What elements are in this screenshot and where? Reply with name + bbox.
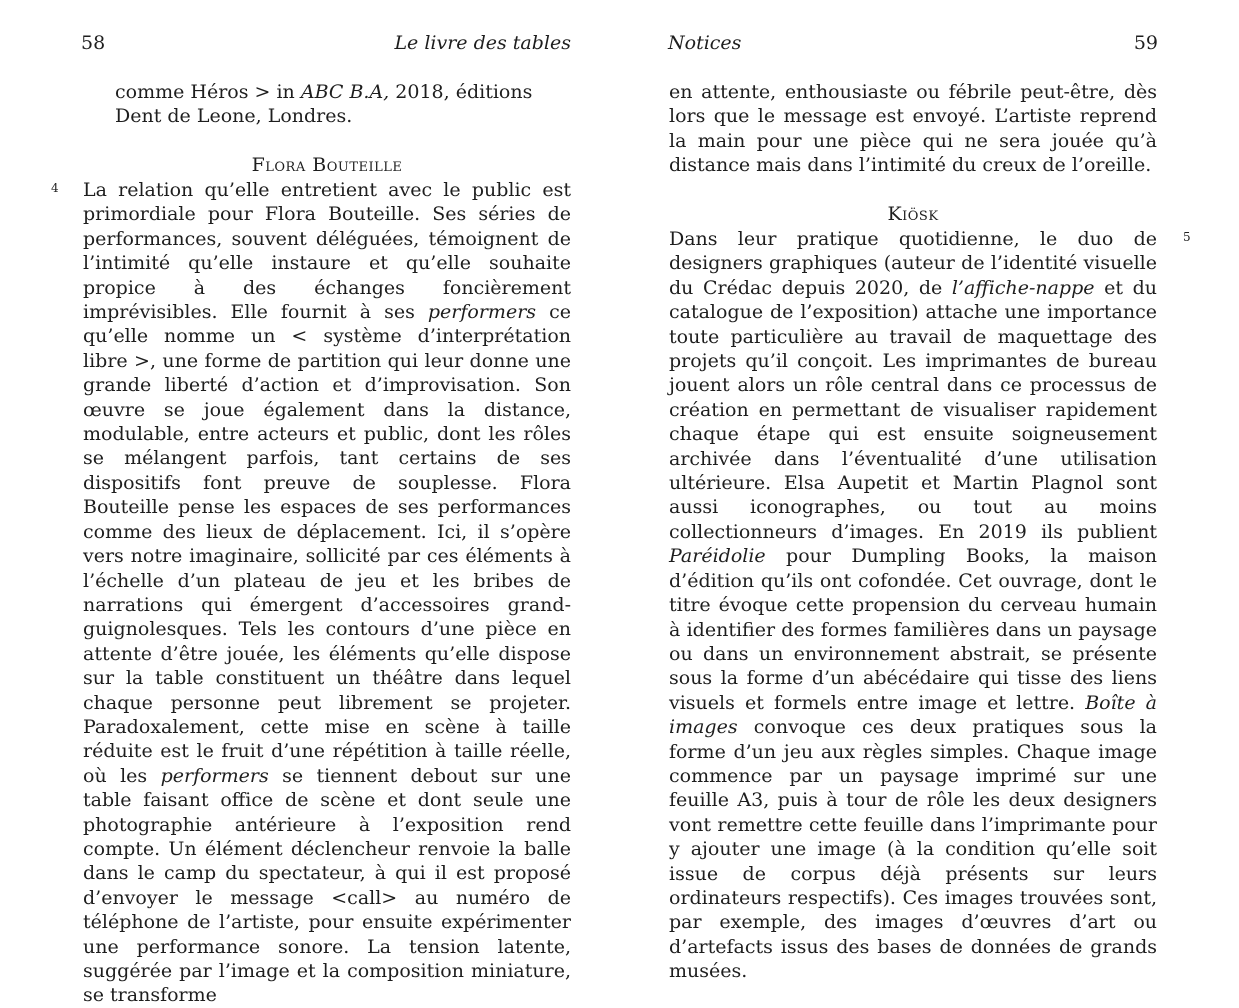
running-head: Le livre des tables	[394, 32, 571, 54]
text-run-italic: l’affiche-nappe	[951, 276, 1095, 299]
left-page	[0, 0, 620, 1007]
text-run: La relation qu’elle entretient avec le public est primordiale pour Flora Bouteille. Ses séries de performances, souvent déléguées, témoignent de l’intimité qu’elle instaure et qu’elle souhaite propice à des échanges foncièrement imprévisibles. Elle fournit à ses	[83, 179, 571, 324]
body-paragraph	[669, 227, 1157, 984]
note-number: 5	[1183, 230, 1191, 244]
text-run: Dans leur pratique quotidienne, le duo de designers graphiques (auteur de l’identité visuelle du Crédac depuis 2020, de	[669, 228, 1157, 299]
text-run: se tiennent debout sur une table faisant office de scène et dont seule une photographie antérieure à l’exposition rend compte. Un élément déclencheur renvoie la balle dans le camp du spectateur, à qui il est proposé d’envoyer le message <call> au numéro de téléphone de l’artiste, pour ensuite expérimenter une performance sonore. La tension latente, suggérée par l’image et la composition miniature, se transforme	[83, 764, 571, 1007]
running-head: Notices	[668, 32, 742, 54]
text-run-italic: Boîte à images	[669, 691, 1157, 739]
text-run: pour Dumpling Books, la maison d’édition qu’ils ont cofondée. Cet ouvrage, dont le titre évoque cette propension du cerveau humain à identifier des formes familières dans un paysage ou dans un environnement abstrait, se présente sous la forme d’un abécédaire qui tisse des liens visuels et formels entre image et lettre.	[669, 545, 1157, 714]
text-run: convoque ces deux pratiques sous la forme d’un jeu aux règles simples. Chaque image commence par un paysage imprimé sur une feuille A3, puis à tour de rôle les deux designers vont remettre cette feuille dans l’imprimante pour y ajouter une image (à la condition qu’elle soit issue de corpus déjà présents sur leurs ordinateurs respectifs). Ces images trouvées sont, par exemple, des images d’œuvres d’art ou d’artefacts issus des bases de données de grands musées.	[669, 716, 1157, 983]
text-run: ce qu’elle nomme un < système d’interprétation libre >, une forme de partition qui leur donne une grande liberté d’action et d’improvisation. Son œuvre se joue également dans la distance, modulable, entre acteurs et public, dont les rôles se mélangent parfois, tant certains de ses dispositifs font preuve de souplesse. Flora Bouteille pense les espaces de ses performances comme des lieux de déplacement. Ici, il s’opère vers notre imaginaire, sollicité par ces éléments à l’échelle d’un plateau de jeu et les bribes de narrations qui émergent d’accessoires grand-guignolesques. Tels les contours d’une pièce en attente d’être jouée, les éléments qu’elle dispose sur la table constituent un théâtre dans lequel chaque personne peut librement se projeter. Paradoxalement, cette mise en scène à taille réduite est le fruit d’une répétition à taille réelle, où les	[83, 301, 571, 787]
continuation-paragraph	[669, 80, 1157, 178]
text-run-italic: performers	[160, 764, 269, 787]
text-run-italic: Paréidolie	[669, 545, 766, 568]
text-run-italic: performers	[427, 301, 537, 324]
text-run: en attente, enthousiaste ou fébrile peut-être, dès lors que le message est envoyé. L’artiste reprend la main pour une pièce qui ne sera jouée qu’à distance mais dans l’intimité du creux de l’oreille.	[669, 81, 1157, 177]
section-title: Flora Bouteille	[251, 154, 403, 176]
text-run: et du catalogue de l’exposition) attache une importance toute particulière au travail de maquettage des projets qu’il conçoit. Les imprimantes de bureau jouent alors un rôle central dans ce processus de création en permettant de visualiser rapidement chaque étape qui est ensuite soigneusement archivée dans l’éventualité d’une utilisation ultérieure. Elsa Aupetit et Martin Plagnol sont aussi iconographes, ou tout au moins collectionneurs d’images. En 2019 ils publient	[669, 276, 1157, 543]
note-number: 4	[51, 181, 59, 195]
continuation-paragraph	[83, 80, 571, 129]
text-run: 2018, éditions Dent de Leone, Londres.	[115, 81, 533, 128]
section-title: Kiösk	[887, 203, 939, 225]
body-paragraph	[83, 178, 571, 1008]
page-number: 58	[81, 32, 106, 54]
text-run: comme Héros > in	[115, 81, 301, 103]
page-number: 59	[1133, 32, 1158, 54]
text-run-italic: ABC B.A,	[300, 81, 390, 103]
right-page	[620, 0, 1239, 983]
